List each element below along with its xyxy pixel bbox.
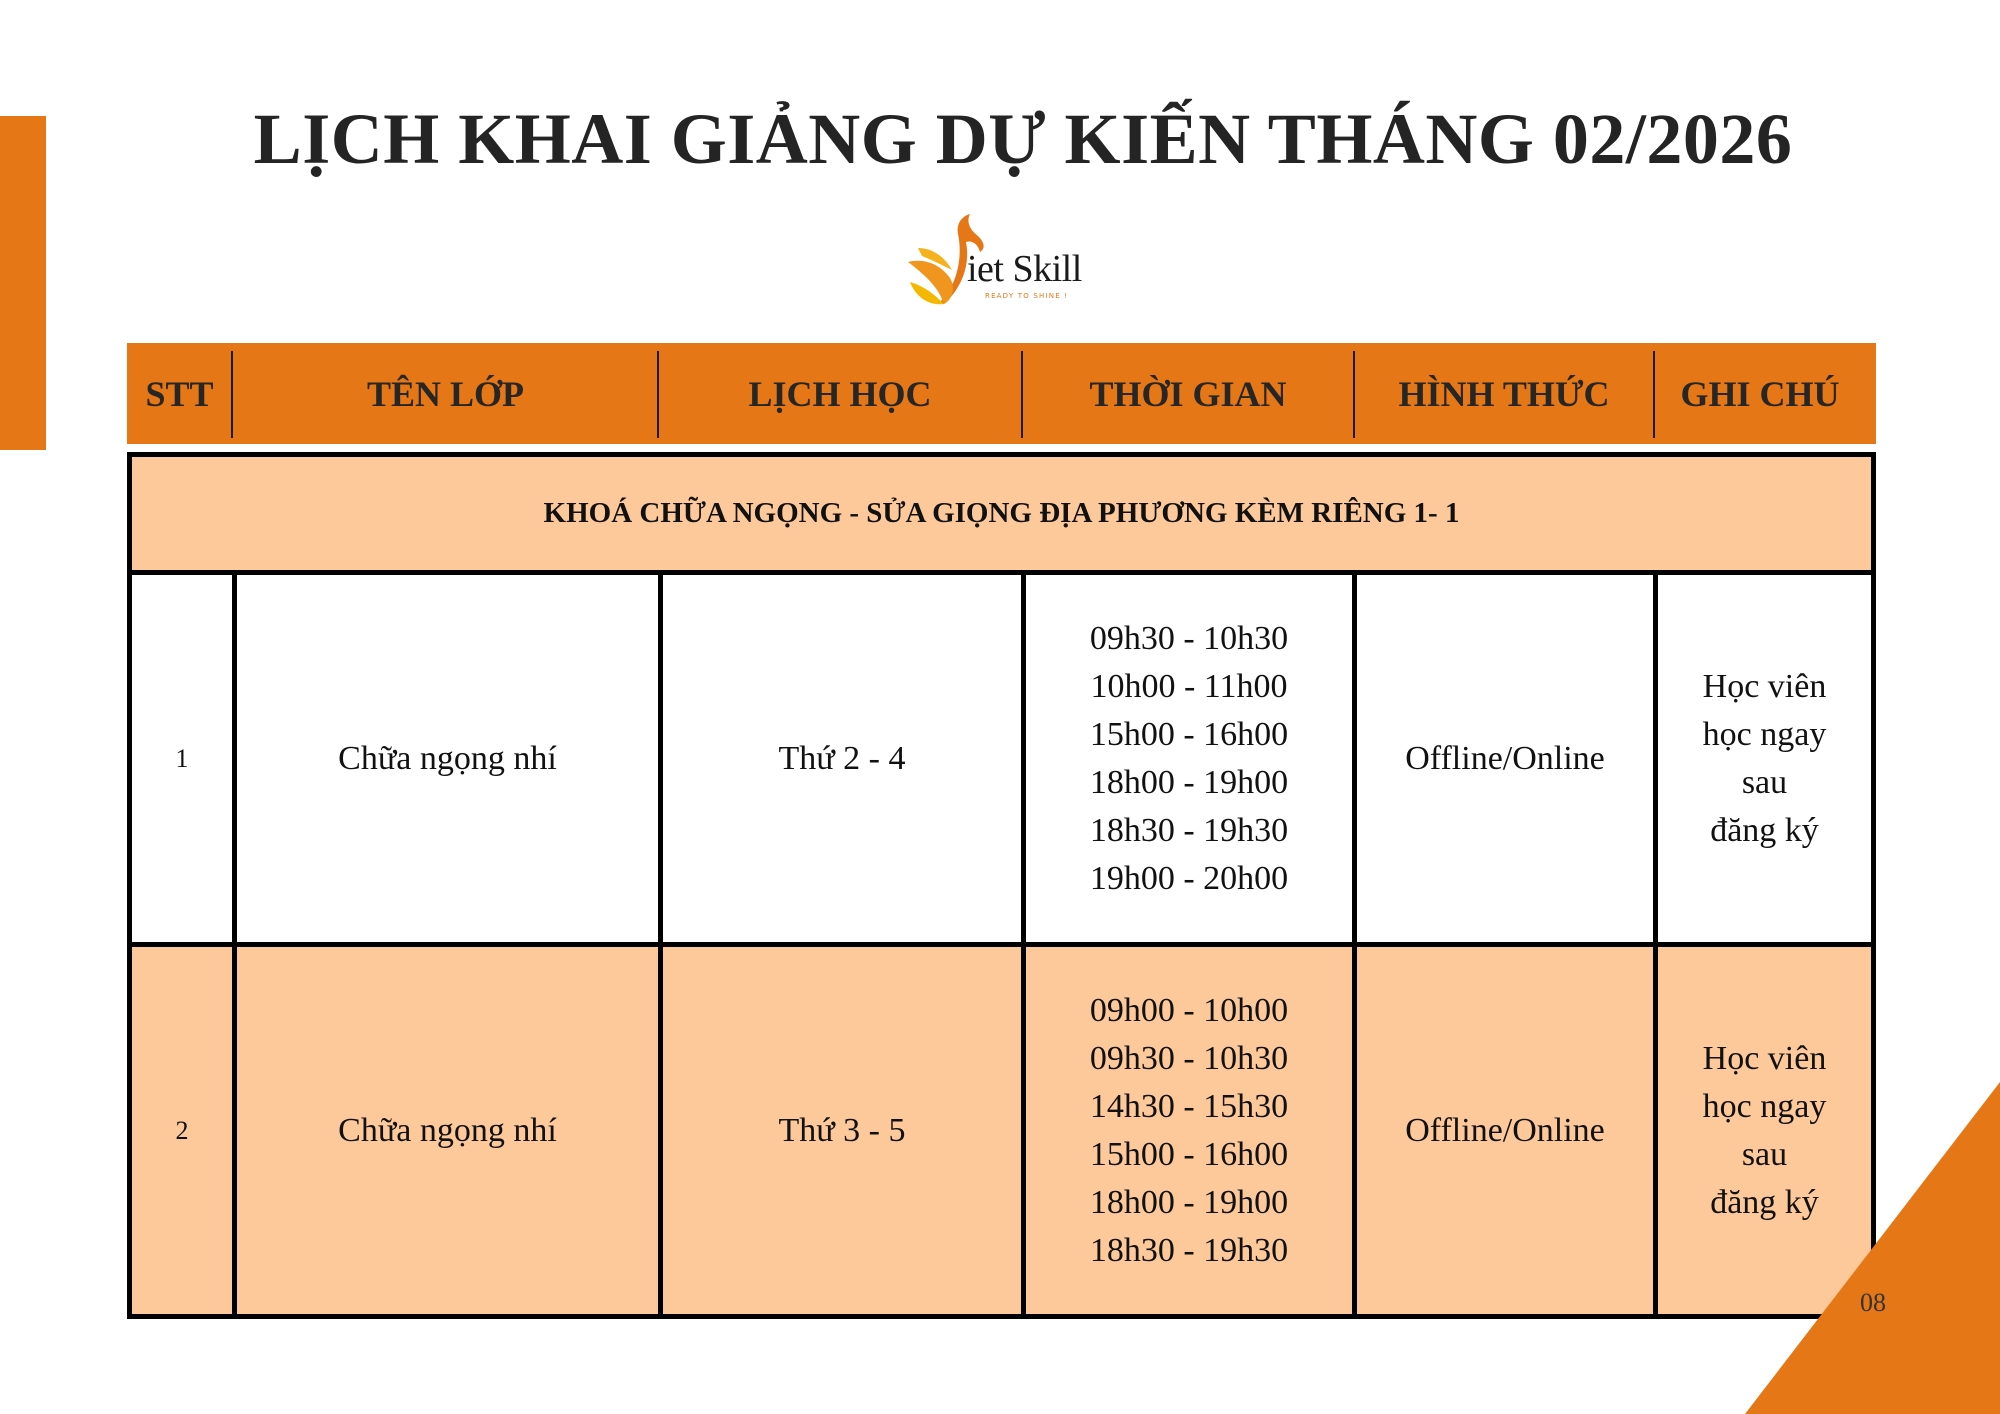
logo-tagline: READY TO SHINE ! [985,292,1069,300]
note-line: học ngay [1702,1087,1827,1125]
time-slot: 14h30 - 15h30 [1089,1087,1289,1125]
table-row [127,947,1876,1319]
time-slot: 19h00 - 20h00 [1089,859,1289,897]
time-slot: 09h00 - 10h00 [1089,991,1289,1029]
header-schedule: LỊCH HỌC [748,373,932,414]
time-slot: 09h30 - 10h30 [1089,1039,1289,1077]
cell-schedule: Thứ 2 - 4 [778,739,906,777]
cell-format: Offline/Online [1405,1111,1605,1149]
cell-class-name: Chữa ngọng nhí [338,739,557,777]
time-slot: 15h00 - 16h00 [1089,715,1289,753]
note-line: đăng ký [1710,1183,1819,1221]
cell-note [1658,575,1871,942]
time-slot: 18h30 - 19h30 [1089,1231,1289,1269]
decorative-corner-triangle [1745,1082,2000,1414]
time-slot: 15h00 - 16h00 [1089,1135,1289,1173]
time-slot: 18h00 - 19h00 [1089,763,1289,801]
header-class-name: TÊN LỚP [366,373,525,414]
table-header [127,343,1876,444]
time-slot: 09h30 - 10h30 [1089,619,1289,657]
time-slot: 18h00 - 19h00 [1089,1183,1289,1221]
header-note: GHI CHÚ [1680,373,1840,414]
note-line: đăng ký [1710,811,1819,849]
cell-stt: 1 [175,743,189,773]
page-title: LỊCH KHAI GIẢNG DỰ KIẾN THÁNG 02/2026 [253,99,1793,179]
logo-wordmark: iet Skill [967,248,1082,290]
note-line: sau [1741,1135,1788,1173]
header-format: HÌNH THỨC [1398,373,1610,414]
cell-times [1026,947,1352,1314]
note-line: Học viên [1702,667,1827,705]
cell-class-name: Chữa ngọng nhí [338,1111,557,1149]
note-line: sau [1741,763,1788,801]
page-number: 08 [1860,1288,1886,1317]
time-slot: 10h00 - 11h00 [1090,667,1288,705]
cell-schedule: Thứ 3 - 5 [778,1111,906,1149]
vietskill-logo [900,212,1100,308]
note-line: học ngay [1702,715,1827,753]
table-row [127,575,1876,947]
cell-format: Offline/Online [1405,739,1605,777]
header-time: THỜI GIAN [1089,373,1287,414]
header-stt: STT [145,373,214,414]
time-slot: 18h30 - 19h30 [1089,811,1289,849]
cell-stt: 2 [175,1115,189,1145]
schedule-table [127,452,1876,1312]
cell-times [1026,575,1352,942]
note-line: Học viên [1702,1039,1827,1077]
section-title-row: KHOÁ CHỮA NGỌNG - SỬA GIỌNG ĐỊA PHƯƠNG KÈM RIÊNG 1- 1 [127,452,1876,575]
